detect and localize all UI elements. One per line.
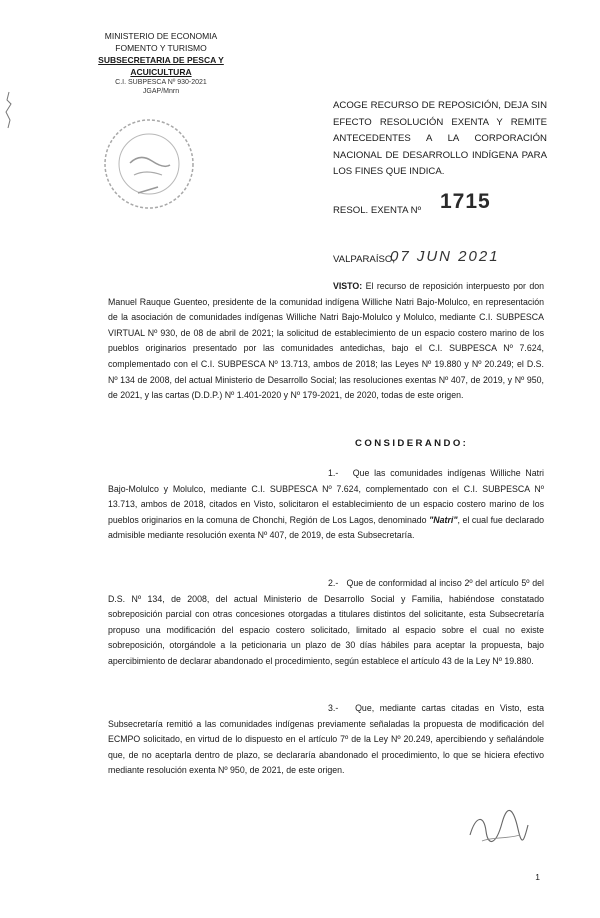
visto-label: VISTO: xyxy=(333,281,363,291)
date-stamp: 07 JUN 2021 xyxy=(390,248,500,265)
resolution-title: ACOGE RECURSO DE REPOSICIÓN, DEJA SIN EFECTO RESOLUCIÓN EXENTA Y REMITE ANTECEDENTES A LA CORPORACIÓN NACIONAL DE DESARROLLO INDÍGENA PARA LOS FINES QUE INDICA. xyxy=(333,100,547,177)
considerando-1-text-end: , el cual fue declarado admisible mediante resolución exenta Nº 407, de 2019, de esta Subsecretaría. xyxy=(108,514,544,541)
considerando-2 xyxy=(108,576,544,670)
natri-name: "Natri" xyxy=(429,514,458,525)
letterhead xyxy=(76,30,246,96)
considerando-2-number: 2.- xyxy=(328,578,339,588)
visto-paragraph xyxy=(108,279,544,404)
considerando-heading: CONSIDERANDO: xyxy=(355,438,469,449)
margin-mark-icon xyxy=(2,90,16,130)
considerando-3-text: Que, mediante cartas citadas en Visto, esta Subsecretaría remitió a las comunidades indígenas previamente señaladas la propuesta de modificación del ECMPO solicitado, en virtud de lo dispuesto en el artículo 7º de la Ley Nº 20.249, apercibiendo y señalándole que, de no aceptarla dentro de plazo, se declararía abandonado el procedimiento, lo que se hiciera efectivo mediante resolución exenta Nº 950, de 2021, de este origen. xyxy=(108,703,544,776)
page-number: 1 xyxy=(535,872,540,882)
considerando-2-text: Que de conformidad al inciso 2º del artículo 5º del D.S. Nº 134, de 2008, del actual Ministerio de Desarrollo Social y Familia, habiéndose constatado sobreposición parcial con otras concesiones otorgadas a titulares distintos del solicitante, esta Subsecretaría propuso una modificación del espacio costero solicitado, limitado al espacio sobre el cual no existe sobreposición, otorgándole a la peticionaria un plazo de 30 días hábiles para aceptar la propuesta, bajo apercibimiento de declarar abandonado el procedimiento, según establece el artículo 43 de la Ley Nº 19.880. xyxy=(108,578,544,666)
initials-line: JGAP/Mnrn xyxy=(142,88,180,95)
signature-icon xyxy=(462,805,532,850)
ministry-line-2: FOMENTO Y TURISMO xyxy=(115,43,207,53)
seal-stamp-icon xyxy=(100,115,198,213)
ci-reference: C.I. SUBPESCA Nº 930-2021 xyxy=(115,79,207,86)
visto-text: El recurso de reposición interpuesto por don Manuel Rauque Guenteo, presidente de la comunidad indígena Williche Natri Bajo-Molulco, en representación de la asociación de comunidades indígenas Williche Natri Bajo-Molulco y Molulco, mediante C.I. SUBPESCA VIRTUAL Nº 930, de 08 de abril de 2021; la solicitud de establecimiento de un espacio costero marino de los pueblos originarios presentado por las comunidades antedichas, bajo el C.I. SUBPESCA Nº 7.624, complementado con el C.I. SUBPESCA Nº 13.713, ambos de 2018; las Leyes Nº 19.880 y Nº 20.249; el D.S. Nº 134 de 2008, del actual Ministerio de Desarrollo Social; las resoluciones exentas Nº 407, de 2019, y Nº 950, de 2021, y las cartas (D.D.P.) Nº 1.401-2020 y Nº 179-2021, de 2020, todas de este origen. xyxy=(108,281,544,401)
resolution-number: 1715 xyxy=(440,190,491,213)
ministry-line: MINISTERIO DE ECONOMIA xyxy=(104,31,218,41)
subsecretaria-line: SUBSECRETARIA DE PESCA Y ACUICULTURA xyxy=(98,55,224,77)
considerando-3-number: 3.- xyxy=(328,703,339,713)
considerando-1-number: 1.- xyxy=(328,468,339,478)
considerando-1 xyxy=(108,466,544,544)
considerando-1-text: Que las comunidades indígenas Williche Natri Bajo-Molulco y Molulco, mediante C.I. SUBPESCA Nº 7.624, complementado con el C.I. SUBPESCA Nº 13.713, ambos de 2018, citados en Visto, solicitaron el establecimiento de un espacio costero marino de los pueblos originarios en la comuna de Chonchi, Región de Los Lagos, denominado xyxy=(108,468,544,525)
city-label: VALPARAÍSO, xyxy=(333,254,396,265)
resolution-label: RESOL. EXENTA Nº xyxy=(333,205,422,216)
considerando-3 xyxy=(108,701,544,779)
